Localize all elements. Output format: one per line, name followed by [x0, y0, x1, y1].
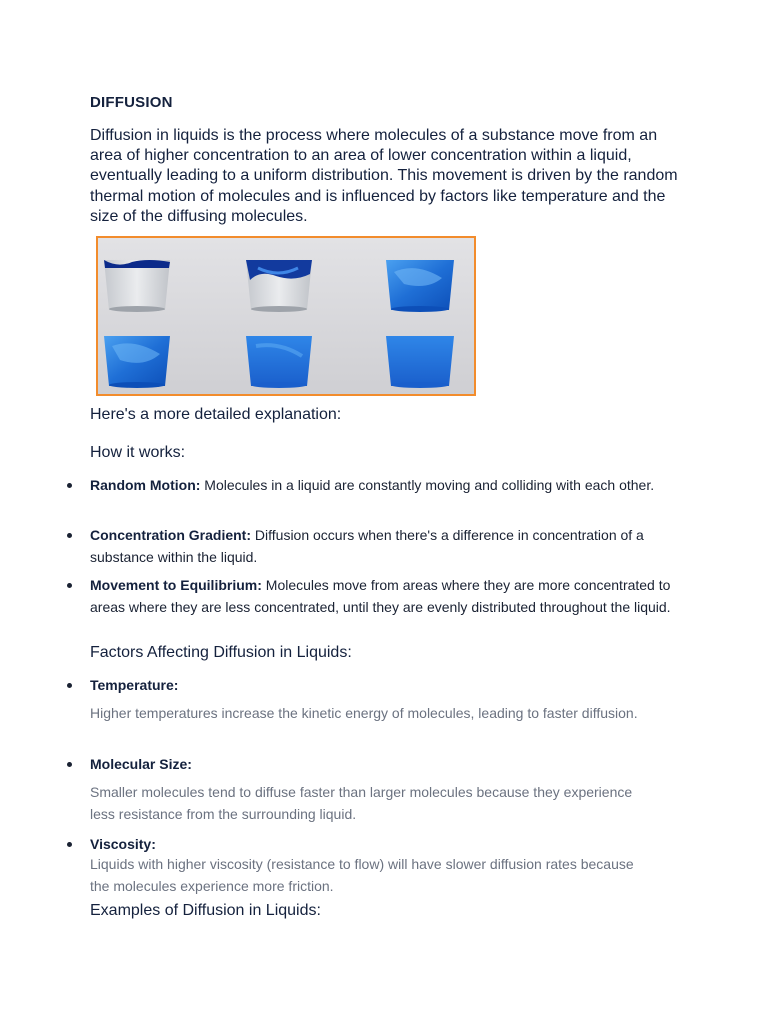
bullet-icon: [67, 762, 72, 767]
item-term: Movement to Equilibrium:: [90, 577, 262, 593]
diffusion-glasses-image: [98, 238, 474, 394]
bullet-icon: [67, 533, 72, 538]
glass-3: [386, 260, 454, 312]
factor-term: Molecular Size:: [90, 756, 192, 772]
glass-6: [386, 336, 454, 388]
bullet-icon: [67, 583, 72, 588]
factor-item: [90, 833, 680, 855]
glass-2: [246, 260, 312, 312]
bullet-icon: [67, 483, 72, 488]
list-item: [90, 474, 680, 496]
factor-description: Liquids with higher viscosity (resistance to flow) will have slower diffusion rates because the molecules experience more friction.: [90, 856, 634, 894]
factor-term: Viscosity:: [90, 836, 156, 852]
factor-item: [90, 674, 680, 696]
item-term: Concentration Gradient:: [90, 527, 252, 543]
how-heading: How it works:: [90, 444, 186, 461]
item-term: Random Motion:: [90, 477, 201, 493]
intro-paragraph: Diffusion in liquids is the process where molecules of a substance move from an area of higher concentration to an area of lower concentration within a liquid, eventually leading to a uniform distribution. This movement is driven by the random thermal motion of molecules and is influenced by factors like temperature and the size of the diffusing molecules.: [90, 127, 678, 225]
bullet-icon: [67, 842, 72, 847]
diffusion-figure: [96, 236, 476, 396]
glass-4: [104, 336, 170, 388]
list-item: [90, 574, 680, 618]
factor-description: Smaller molecules tend to diffuse faster than larger molecules because they experience less resistance from the surrounding liquid.: [90, 784, 633, 822]
factor-item: [90, 753, 680, 775]
glass-1: [104, 260, 170, 312]
examples-heading: Examples of Diffusion in Liquids:: [90, 902, 321, 919]
factors-heading: Factors Affecting Diffusion in Liquids:: [90, 644, 352, 661]
factor-term: Temperature:: [90, 677, 179, 693]
page-title: DIFFUSION: [90, 94, 173, 111]
list-item: [90, 524, 680, 568]
factor-description: Higher temperatures increase the kinetic energy of molecules, leading to faster diffusion.: [90, 705, 638, 721]
glass-5: [246, 336, 312, 388]
detailed-heading: Here's a more detailed explanation:: [90, 406, 342, 423]
item-text: Molecules move from areas where they are more concentrated to areas where they are less concentrated, until they are evenly distributed throughout the liquid.: [90, 577, 671, 615]
bullet-icon: [67, 683, 72, 688]
item-text: Molecules in a liquid are constantly moving and colliding with each other.: [200, 477, 655, 493]
item-text: Diffusion occurs when there's a difference in concentration of a substance within the liquid.: [90, 527, 644, 565]
